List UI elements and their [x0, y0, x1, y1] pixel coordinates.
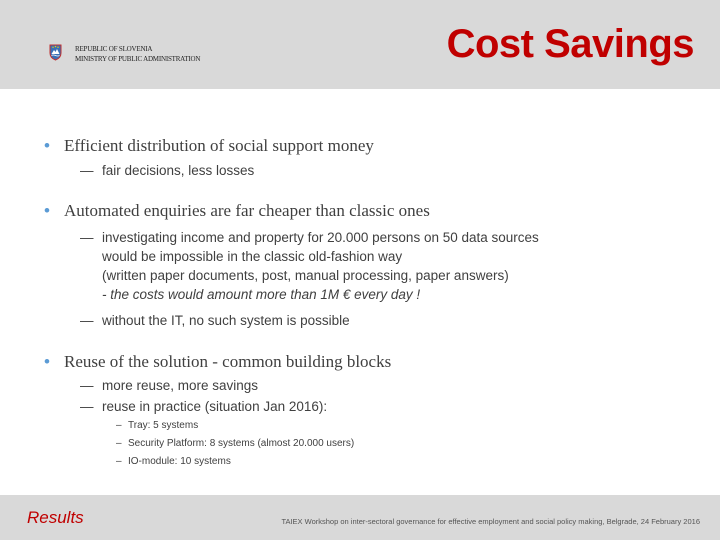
dash-icon: —: [80, 163, 94, 178]
dash-icon: –: [116, 456, 122, 467]
footer-event-text: TAIEX Workshop on inter-sectoral governance for effective employment and social policy making, Belgrade, 24 February 2016: [281, 517, 700, 526]
dash-icon: –: [116, 438, 122, 449]
bullet-dot-icon: •: [44, 201, 50, 220]
organization-name: [75, 44, 200, 64]
dash-icon: —: [80, 399, 94, 414]
bullet-dot-icon: •: [44, 136, 50, 155]
dash-icon: –: [116, 420, 122, 431]
dash-icon: —: [80, 378, 94, 393]
org-line-country: REPUBLIC OF SLOVENIA: [75, 45, 153, 53]
dash-icon: —: [80, 230, 94, 245]
org-line-ministry: MINISTRY OF PUBLIC ADMINISTRATION: [75, 55, 201, 63]
slide-title: Cost Savings: [446, 22, 694, 66]
dash-icon: —: [80, 313, 94, 328]
results-label: Results: [27, 508, 84, 527]
slovenia-crest-icon: [49, 44, 62, 61]
bullet-dot-icon: •: [44, 352, 50, 371]
